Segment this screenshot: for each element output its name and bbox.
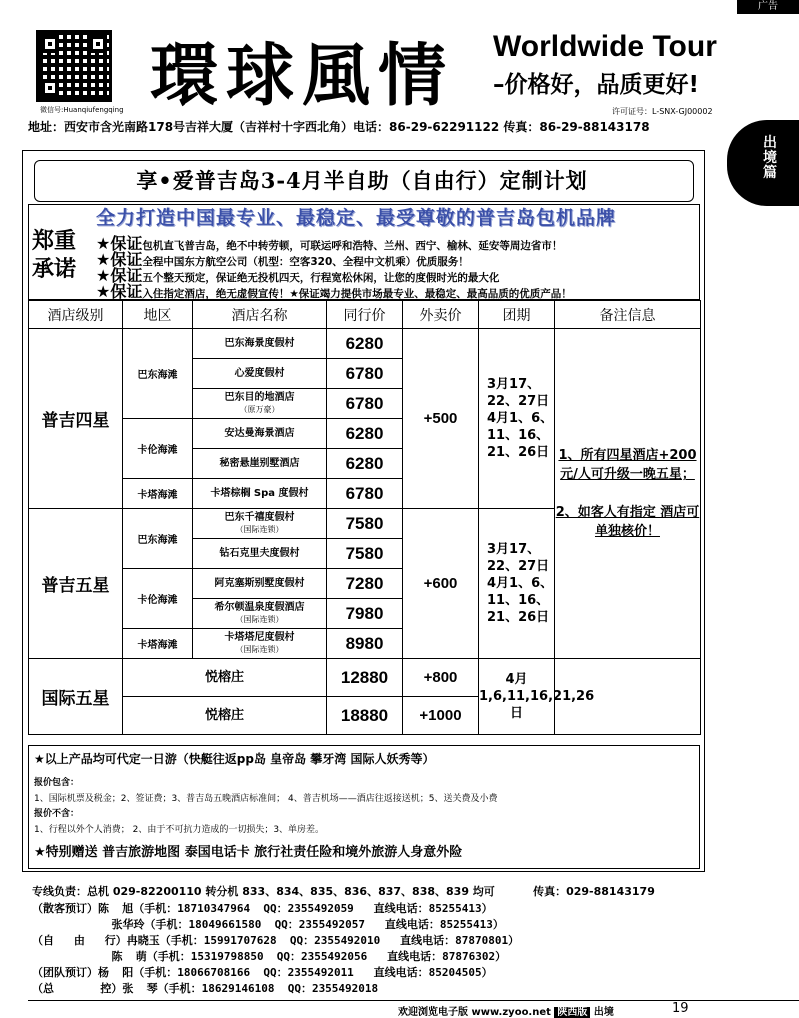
contact-row: （散客预订）陈 旭（手机：18710347964 QQ：2355492059 直线电话：85255413） — [32, 902, 493, 915]
area-cell: 巴东海滩 — [123, 509, 193, 569]
address-line: 地址：西安市含光南路178号吉祥大厦（吉祥村十字西北角）电话：86-29-62291122 传真：86-29-88143178 — [28, 120, 650, 134]
tour-dates: 4月 1,6,11,16,21,26日 — [479, 659, 555, 735]
sell-price: +600 — [403, 509, 479, 659]
hotel-name: 秘密悬崖别墅酒店 — [193, 449, 327, 479]
col-header: 备注信息 — [555, 301, 701, 329]
notes-cell: 1、所有四星酒店+200元/人可升级一晚五星； 2、如客人有指定 酒店可单独核价！ — [555, 329, 701, 659]
includes-label: 报价包含： — [34, 778, 80, 788]
hotel-name: 希尔顿温泉度假酒店 （国际连锁） — [193, 599, 327, 629]
sell-price: +500 — [403, 329, 479, 509]
ad-tag: 广告 — [737, 0, 799, 14]
col-header: 酒店级别 — [29, 301, 123, 329]
hotel-name: 心爱度假村 — [193, 359, 327, 389]
hotel-name: 安达曼海景酒店 — [193, 419, 327, 449]
promise-line: ★保证全程中国东方航空公司（机型：空客320、全程中文机乘）优质服务！ — [96, 250, 469, 269]
gift-note: ★特别赠送 普吉旅游地图 泰国电话卡 旅行社责任险和境外旅游人身意外险 — [34, 845, 463, 860]
tour-dates: 3月17、22、27日 4月1、6、11、16、21、26日 — [479, 509, 555, 659]
hotel-name: 阿克塞斯别墅度假村 — [193, 569, 327, 599]
hotel-name: 卡塔塔尼度假村 （国际连锁） — [193, 629, 327, 659]
peer-price: 6780 — [327, 359, 403, 389]
footer-site[interactable]: 欢迎浏览电子版 www.zyoo.net — [398, 1007, 551, 1018]
col-header: 同行价 — [327, 301, 403, 329]
peer-price: 7580 — [327, 539, 403, 569]
contact-row: 张华玲（手机：18049661580 QQ：2355492057 直线电话：85255413） — [32, 918, 504, 931]
hotel-name: 卡塔棕榈 Spa 度假村 — [193, 479, 327, 509]
hotel-name: 悦榕庄 — [123, 659, 327, 697]
hotel-name: 巴东目的地酒店 （原万豪） — [193, 389, 327, 419]
brand-slogan: –价格好，品质更好! — [493, 72, 699, 98]
peer-price: 7580 — [327, 509, 403, 539]
contact-row: 陈 萌（手机：15319798850 QQ：2355492056 直线电话：87876302） — [32, 950, 507, 963]
peer-price: 6280 — [327, 419, 403, 449]
oneday-note: ★以上产品均可代定一日游（快艇往返pp岛 皇帝岛 攀牙湾 国际人妖秀等） — [34, 752, 435, 766]
promise-line: ★保证入住指定酒店，绝无虚假宣传！★保证竭力提供市场最专业、最稳定、最高品质的优质产品！ — [96, 282, 572, 301]
edition-badge: 陕西版 — [554, 1007, 590, 1018]
contact-row: （团队预订）杨 阳（手机：18066708166 QQ：2355492011 直线电话：85204505） — [32, 966, 493, 979]
sell-price: +800 — [403, 659, 479, 697]
area-cell: 卡塔海滩 — [123, 629, 193, 659]
contact-row: （总 控）张 琴（手机：18629146108 QQ：2355492018 — [32, 982, 379, 995]
area-cell: 卡塔海滩 — [123, 479, 193, 509]
contact-header: 专线负责：总机 029-82200110 转分机 833、834、835、836、837、838、839 均可 传真：029-88143179 — [32, 885, 655, 898]
peer-price: 12880 — [327, 659, 403, 697]
license-number: 许可证号：L-SNX-GJ00002 — [612, 107, 713, 116]
area-cell: 卡伦海滩 — [123, 569, 193, 629]
tour-dates: 3月17、22、27日 4月1、6、11、16、21、26日 — [479, 329, 555, 509]
brand-name: 環球風情 — [150, 36, 455, 116]
promise-label: 郑重承诺 — [32, 229, 77, 282]
promise-title: 全力打造中国最专业、最稳定、最受尊敬的普吉岛包机品牌 — [96, 207, 617, 229]
includes-text: 1、国际机票及税金；2、签证费；3、普吉岛五晚酒店标准间； 4、普吉机场——酒店往返接送机；5、送关费及小费 — [34, 794, 498, 804]
peer-price: 7280 — [327, 569, 403, 599]
contact-row: （自 由 行）冉晓玉（手机：15991707628 QQ：2355492010 直线电话：87870801） — [32, 934, 520, 947]
peer-price: 6780 — [327, 479, 403, 509]
grade-international: 国际五星 — [29, 659, 123, 735]
col-header: 地区 — [123, 301, 193, 329]
peer-price: 6280 — [327, 449, 403, 479]
excludes-label: 报价不含： — [34, 809, 80, 819]
qr-code — [36, 30, 112, 102]
peer-price: 18880 — [327, 697, 403, 735]
promise-line: ★保证五个整天预定，保证绝无投机四天，行程宽松休闲，让您的度假时光的最大化 — [96, 266, 500, 285]
page-title: 享•爱普吉岛3-4月半自助（自由行）定制计划 — [136, 168, 588, 193]
hotel-name: 巴东海景度假村 — [193, 329, 327, 359]
sell-price: +1000 — [403, 697, 479, 735]
peer-price: 6780 — [327, 389, 403, 419]
hotel-name: 悦榕庄 — [123, 697, 327, 735]
col-header: 酒店名称 — [193, 301, 327, 329]
area-cell: 卡伦海滩 — [123, 419, 193, 479]
footer-section: 出境 — [593, 1007, 614, 1018]
area-cell: 巴东海滩 — [123, 329, 193, 419]
peer-price: 7980 — [327, 599, 403, 629]
promise-line: ★保证包机直飞普吉岛，绝不中转劳顿，可联运呼和浩特、兰州、西宁、榆林、延安等周边省市！ — [96, 234, 563, 253]
col-header: 团期 — [479, 301, 555, 329]
peer-price: 8980 — [327, 629, 403, 659]
page-number: 19 — [672, 1001, 689, 1016]
peer-price: 6280 — [327, 329, 403, 359]
hotel-name: 巴东千禧度假村 （国际连锁） — [193, 509, 327, 539]
excludes-text: 1、行程以外个人消费； 2、由于不可抗力造成的一切损失；3、单房差。 — [34, 825, 325, 835]
wechat-id: 微信号:Huanqiufengqing — [40, 106, 124, 114]
section-tab: 出境篇 — [727, 120, 799, 206]
brand-english: Worldwide Tour — [493, 30, 717, 63]
hotel-name: 钻石克里夫度假村 — [193, 539, 327, 569]
footer-text — [398, 1003, 614, 1018]
col-header: 外卖价 — [403, 301, 479, 329]
grade-five-star: 普吉五星 — [29, 509, 123, 659]
price-table — [28, 300, 701, 735]
grade-four-star: 普吉四星 — [29, 329, 123, 509]
